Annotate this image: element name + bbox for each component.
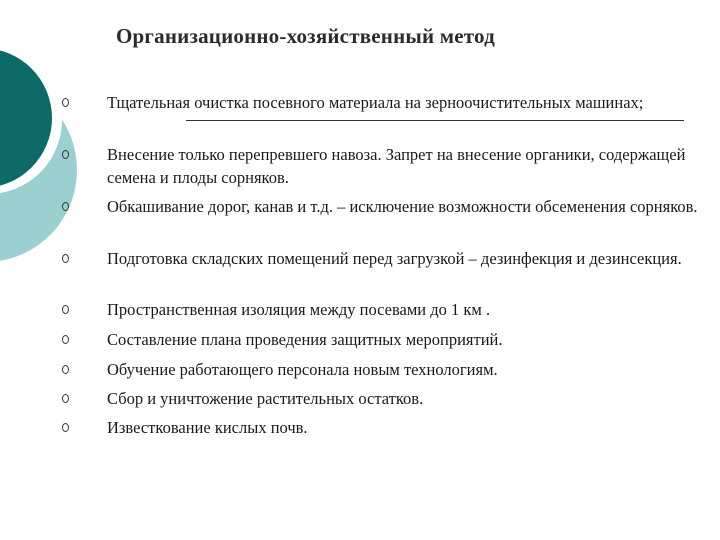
hollow-circle-icon [62,254,69,263]
hollow-circle-icon [62,423,69,432]
hollow-circle-icon [62,394,69,403]
underline-rule [186,120,684,121]
list-item-text: Обучение работающего персонала новым технологиям. [107,360,498,379]
hollow-circle-icon [62,365,69,374]
list-item-text: Обкашивание дорог, канав и т.д. – исключение возможности обсеменения сорняков. [107,197,698,216]
hollow-circle-icon [62,150,69,159]
list-item-text: Составление плана проведения защитных мероприятий. [107,330,503,349]
hollow-circle-icon [62,335,69,344]
hollow-circle-icon [62,98,69,107]
hollow-circle-icon [62,202,69,211]
hollow-circle-icon [62,305,69,314]
list-item-text: Сбор и уничтожение растительных остатков. [107,389,424,408]
list-item-text: Пространственная изоляция между посевами до 1 км . [107,300,491,319]
list-item-text: Тщательная очистка посевного материала на зерноочистительных машинах; [107,93,644,112]
list-item-text: Подготовка складских помещений перед загрузкой – дезинфекция и дезинсекция. [107,249,682,268]
slide-title: Организационно-хозяйственный метод [116,24,495,48]
list-item-text: Известкование кислых почв. [107,418,308,437]
list-item-text: Внесение только перепревшего навоза. Запрет на внесение органики, содержащей семена и плоды сорняков. [107,145,686,187]
